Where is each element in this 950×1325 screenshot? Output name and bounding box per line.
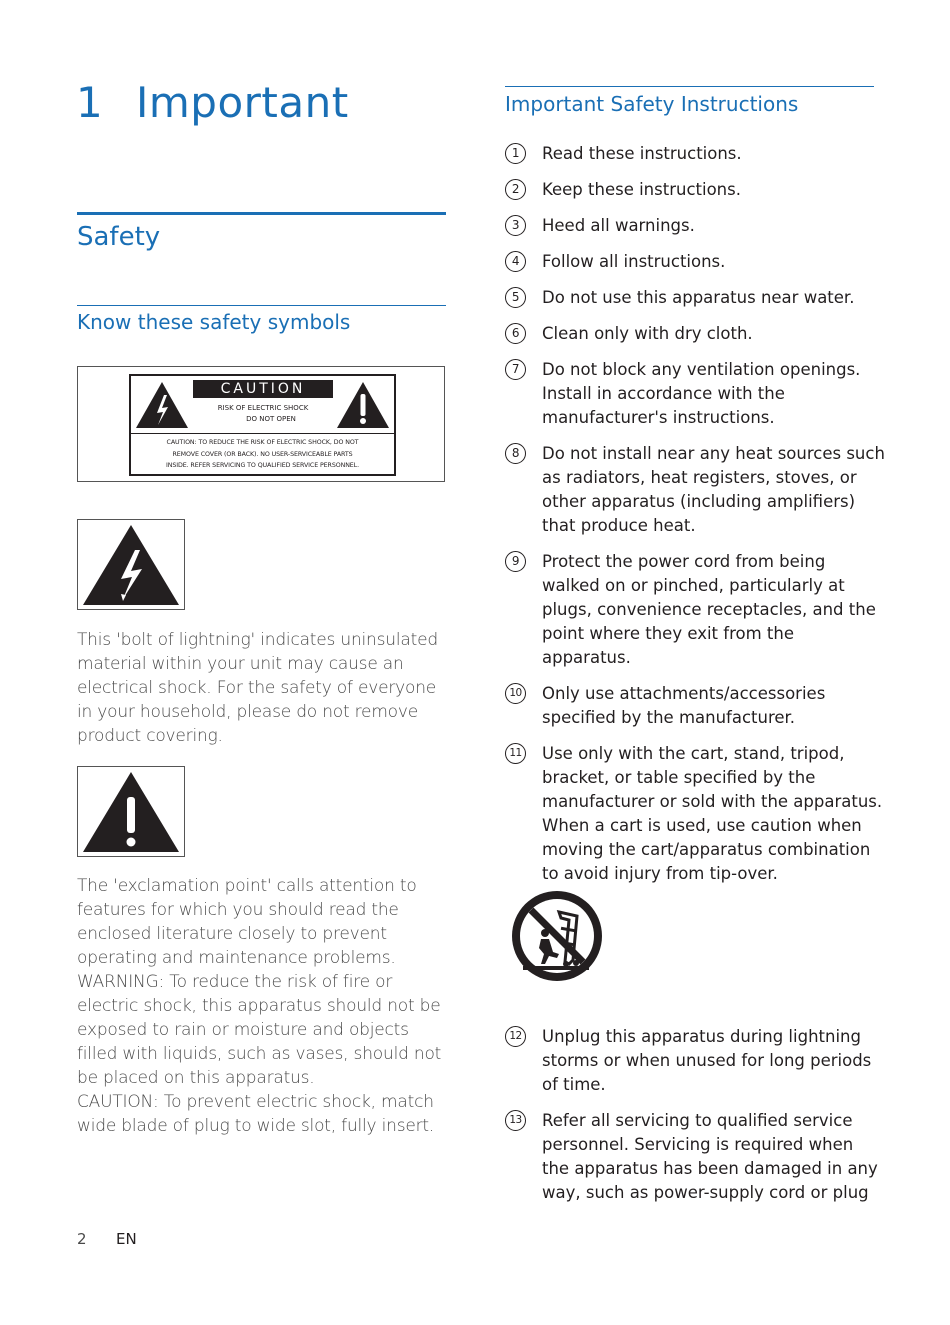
section-heading-safety: Safety <box>77 222 161 252</box>
caution-do-not-open-text: DO NOT OPEN <box>246 415 296 423</box>
instruction-text: Unplug this apparatus during lightning storms or when unused for long periods of time. <box>542 1027 872 1094</box>
instruction-text: Follow all instructions. <box>542 252 726 271</box>
instruction-item <box>505 286 885 310</box>
caution-fine-line: INSIDE. REFER SERVICING TO QUALIFIED SERVICE PERSONNEL. <box>165 462 359 469</box>
instruction-text: Do not install near any heat sources such as radiators, heat registers, stoves, or other apparatus (including amplifiers) that produce heat. <box>542 444 885 535</box>
caution-fine-line: CAUTION: TO REDUCE THE RISK OF ELECTRIC SHOCK, DO NOT <box>166 439 359 446</box>
exclamation-warning-icon <box>80 769 182 854</box>
instruction-text: Refer all servicing to qualified service personnel. Servicing is required when the apparatus has been damaged in any way, such as power-supply cord or plug <box>542 1111 878 1202</box>
instruction-number-badge: 9 <box>505 551 526 572</box>
subsection-rule <box>77 305 446 306</box>
chapter-name: Important <box>136 78 349 127</box>
instruction-text: Protect the power cord from being walked on or pinched, particularly at plugs, convenience receptacles, and the point where they exit from the apparatus. <box>542 552 876 667</box>
lightning-description: This 'bolt of lightning' indicates uninsulated material within your unit may cause an electrical shock. For the safety of everyone in your household, please do not remove product covering. <box>77 630 438 746</box>
caution-header: CAUTION <box>193 380 333 398</box>
exclamation-symbol-box <box>77 766 185 857</box>
instruction-text: Use only with the cart, stand, tripod, bracket, or table specified by the manufacturer or sold with the apparatus. When a cart is used, use caution when moving the cart/apparatus combination to avoid injury from tip-over. <box>542 744 883 883</box>
caution-label <box>129 374 396 476</box>
instruction-item <box>505 1025 885 1097</box>
instruction-item <box>505 214 885 238</box>
instruction-item <box>505 682 885 730</box>
subsection-heading-symbols: Know these safety symbols <box>77 310 351 334</box>
instruction-number-badge: 5 <box>505 287 526 308</box>
instruction-item <box>505 1109 885 1205</box>
instruction-text: Do not use this apparatus near water. <box>542 288 855 307</box>
instruction-item <box>505 358 885 430</box>
instruction-item <box>505 250 885 274</box>
lightning-triangle-icon <box>133 379 191 431</box>
instruction-number-badge: 2 <box>505 179 526 200</box>
caution-divider <box>131 433 394 434</box>
lightning-symbol-box <box>77 519 185 610</box>
subsection-heading-instructions: Important Safety Instructions <box>505 92 799 116</box>
caution-label-frame <box>77 366 445 482</box>
instruction-number-badge: 6 <box>505 323 526 344</box>
instruction-number-badge: 1 <box>505 143 526 164</box>
instruction-number-badge: 13 <box>505 1110 526 1131</box>
page-number: 2 <box>77 1230 87 1248</box>
exclamation-paragraph: The 'exclamation point' calls attention to features for which you should read the enclosed literature closely to prevent operating and maintenance problems. <box>77 876 417 968</box>
cart-tip-over-warning-icon <box>511 890 603 982</box>
instruction-number-badge: 8 <box>505 443 526 464</box>
instruction-item <box>505 178 885 202</box>
caution-fine-line: REMOVE COVER (OR BACK). NO USER-SERVICEABLE PARTS <box>172 450 353 458</box>
instruction-item <box>505 442 885 538</box>
language-code: EN <box>116 1230 137 1248</box>
instruction-text: Clean only with dry cloth. <box>542 324 753 343</box>
instruction-number-badge: 3 <box>505 215 526 236</box>
chapter-number: 1 <box>76 78 104 127</box>
section-rule <box>77 212 446 215</box>
exclamation-description <box>77 874 449 1138</box>
instruction-item <box>505 142 885 166</box>
caution-paragraph: CAUTION: To prevent electric shock, match wide blade of plug to wide slot, fully insert. <box>77 1092 435 1136</box>
instruction-text: Do not block any ventilation openings. Install in accordance with the manufacturer's instructions. <box>542 360 861 427</box>
instruction-text: Read these instructions. <box>542 144 742 163</box>
warning-paragraph: WARNING: To reduce the risk of fire or electric shock, this apparatus should not be exposed to rain or moisture and objects filled with liquids, such as vases, should not be placed on this apparatus. <box>77 972 442 1088</box>
caution-fine-print <box>135 437 390 472</box>
lightning-warning-icon <box>80 522 182 607</box>
instruction-item <box>505 742 885 886</box>
instruction-number-badge: 11 <box>505 743 526 764</box>
instruction-item <box>505 550 885 670</box>
subsection-rule-right <box>505 86 874 87</box>
instruction-number-badge: 12 <box>505 1026 526 1047</box>
instruction-number-badge: 7 <box>505 359 526 380</box>
instruction-number-badge: 4 <box>505 251 526 272</box>
instructions-list-continued <box>505 1025 885 1217</box>
caution-risk-text: RISK OF ELECTRIC SHOCK <box>217 404 309 412</box>
instruction-text: Keep these instructions. <box>542 180 741 199</box>
instructions-list <box>505 142 885 898</box>
chapter-title <box>76 78 349 127</box>
exclamation-triangle-icon <box>334 379 392 431</box>
instruction-number-badge: 10 <box>505 683 526 704</box>
instruction-text: Heed all warnings. <box>542 216 695 235</box>
instruction-item <box>505 322 885 346</box>
instruction-text: Only use attachments/accessories specified by the manufacturer. <box>542 684 826 727</box>
